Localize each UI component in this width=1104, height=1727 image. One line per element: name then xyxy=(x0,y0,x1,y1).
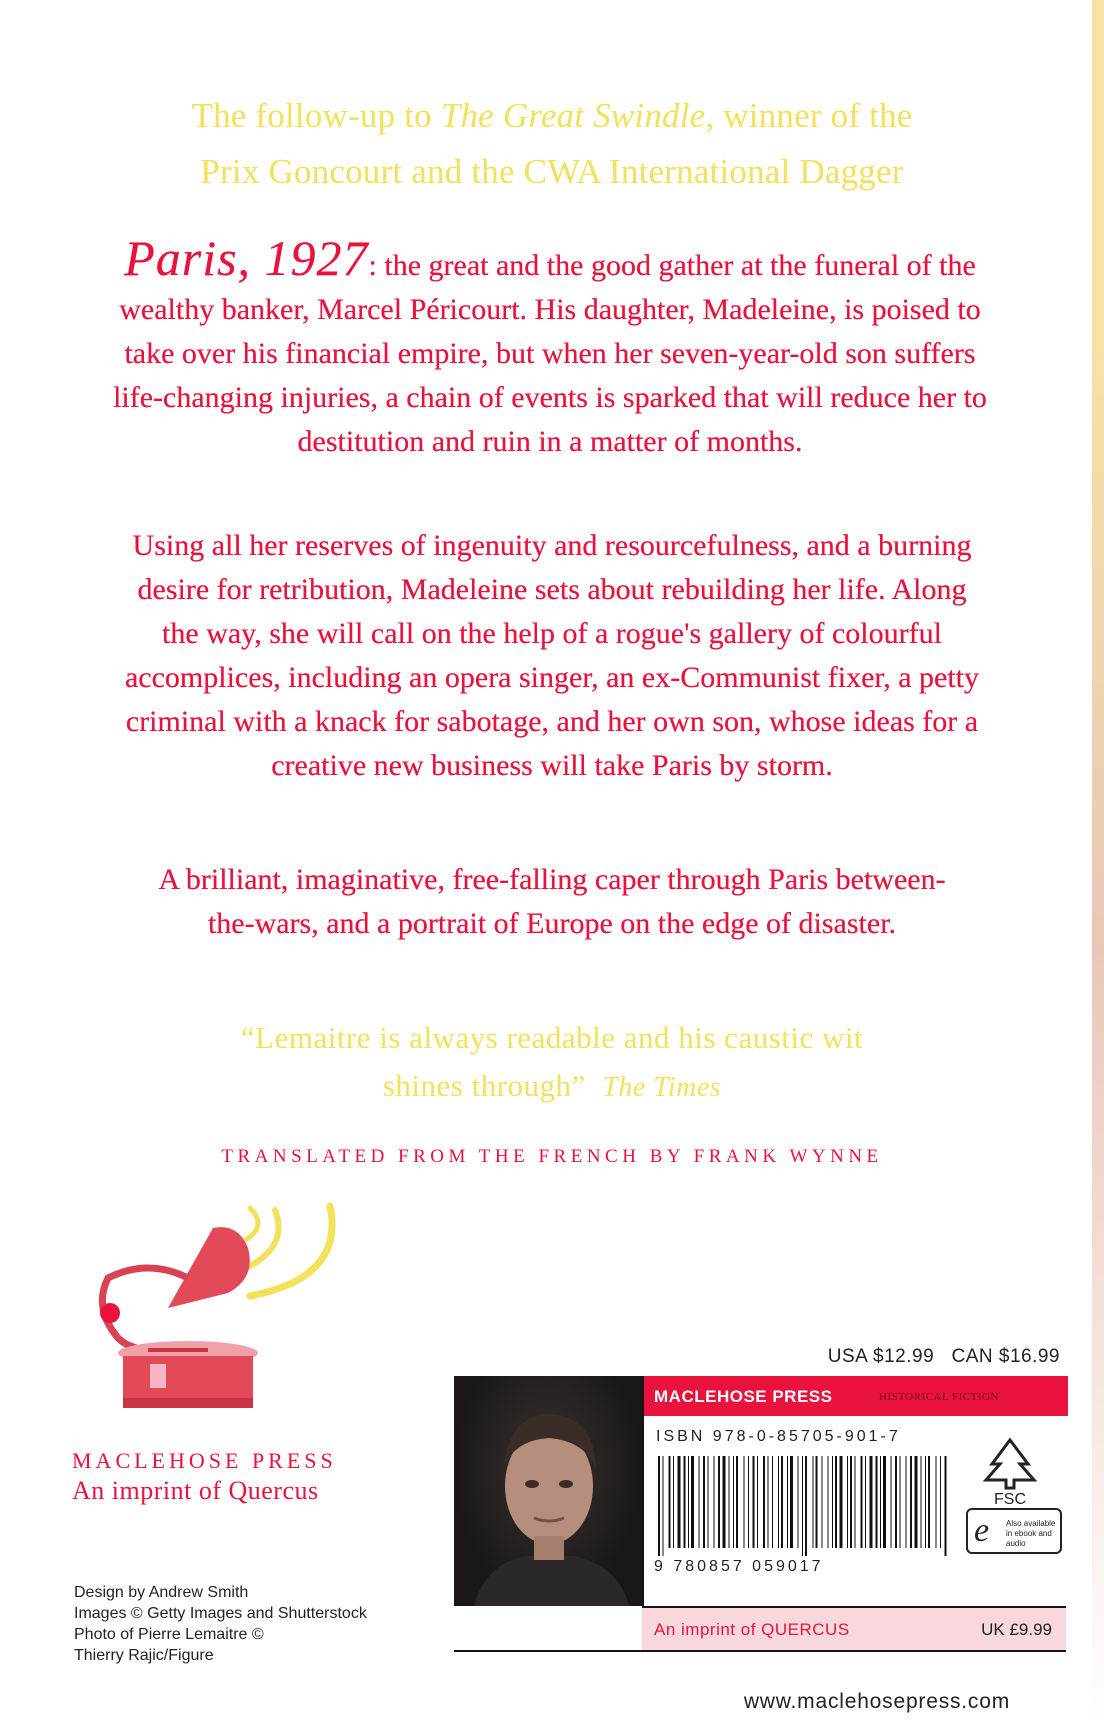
publisher-name: MACLEHOSE PRESS xyxy=(72,1448,337,1473)
barcode-info xyxy=(642,1376,1068,1606)
barcode-bar xyxy=(768,1456,769,1548)
barcode-bar xyxy=(910,1456,912,1548)
barcode-bar xyxy=(850,1456,852,1548)
tagline xyxy=(60,88,1044,200)
barcode-bar xyxy=(684,1456,686,1548)
barcode-bar xyxy=(714,1456,715,1548)
barcode-bar xyxy=(772,1456,773,1548)
panel-bottom-border xyxy=(454,1650,1066,1652)
barcode-bar xyxy=(813,1456,814,1548)
credit-line: Design by Andrew Smith xyxy=(74,1584,249,1601)
credit-line: Photo of Pierre Lemaitre © xyxy=(74,1626,264,1643)
barcode-bar xyxy=(805,1456,807,1556)
uk-price: UK £9.99 xyxy=(981,1620,1052,1639)
barcode-bar xyxy=(900,1456,901,1548)
barcode-bar xyxy=(778,1456,779,1548)
barcode-bar xyxy=(802,1456,803,1556)
barcode-bar xyxy=(822,1456,823,1548)
credit-line: Images © Getty Images and Shutterstock xyxy=(74,1605,367,1622)
imprint-quercus: An imprint of QUERCUS xyxy=(654,1620,850,1639)
review-quote-line-2 xyxy=(60,1062,1044,1112)
barcode-bar xyxy=(669,1456,671,1548)
fsc-label: FSC xyxy=(994,1491,1026,1506)
barcode-bar xyxy=(691,1456,694,1548)
barcode-bar xyxy=(880,1456,881,1548)
barcode-bar xyxy=(940,1456,941,1548)
blurb-paragraph-1-text: : the great and the good gather at the funeral of the wealthy banker, Marcel Péricourt. His daughter, Madeleine, is poised to take over his financial empire, but when her seven-year-old son suffers life-changing injuries, a chain of events is sparked that will reduce her to destitution and ruin in a matter of months. xyxy=(113,249,987,458)
barcode-bar xyxy=(832,1456,833,1548)
barcode-bar xyxy=(708,1456,709,1548)
press-bar xyxy=(644,1376,1068,1416)
review-quote-line-1: “Lemaitre is always readable and his caustic wit xyxy=(240,1020,864,1055)
barcode-bar xyxy=(753,1456,755,1548)
blurb-paragraph-3: A brilliant, imaginative, free-falling caper through Paris between-the-wars, and a portrait of Europe on the edge of disaster. xyxy=(158,863,946,940)
barcode-bar xyxy=(763,1456,765,1548)
barcode-bar xyxy=(876,1456,878,1548)
barcode xyxy=(656,1456,956,1558)
imprint-line: An imprint of Quercus xyxy=(72,1476,319,1505)
barcode-bar xyxy=(945,1456,947,1556)
barcode-bar xyxy=(891,1456,892,1548)
blurb-paragraph-1 xyxy=(110,230,990,464)
barcode-bar xyxy=(870,1456,873,1548)
publisher-url: www.maclehosepress.com xyxy=(743,1690,1010,1713)
barcode-bar xyxy=(729,1456,730,1548)
barcode-bar xyxy=(663,1456,664,1556)
barcode-bar xyxy=(936,1456,937,1548)
author-photo xyxy=(454,1376,642,1606)
barcode-bar xyxy=(787,1456,788,1548)
press-name: MACLEHOSE PRESS xyxy=(654,1387,833,1406)
barcode-bar xyxy=(921,1456,922,1548)
imprint-left xyxy=(72,1448,337,1506)
barcode-bar xyxy=(865,1456,866,1548)
image-credits xyxy=(74,1582,367,1666)
barcode-bar xyxy=(915,1456,918,1548)
imprint-bar xyxy=(642,1606,1066,1652)
barcode-bar xyxy=(861,1456,863,1548)
barcode-bar xyxy=(723,1456,726,1548)
isbn: ISBN 978-0-85705-901-7 xyxy=(656,1428,901,1445)
review-quote-source: The Times xyxy=(602,1072,722,1103)
barcode-bar xyxy=(678,1456,681,1548)
barcode-bar xyxy=(895,1456,897,1548)
barcode-bar xyxy=(790,1456,793,1548)
barcode-bar xyxy=(925,1456,926,1548)
review-quote-text: shines through” xyxy=(382,1068,586,1103)
tagline-text: The follow-up to xyxy=(191,96,441,135)
barcode-bar xyxy=(840,1456,843,1548)
tagline-text-end: , winner of the xyxy=(705,96,913,135)
tagline-book-title: The Great Swindle xyxy=(440,96,706,135)
barcode-bar xyxy=(748,1456,749,1548)
cover-edge-strip xyxy=(1092,0,1104,1727)
barcode-bar xyxy=(673,1456,674,1548)
barcode-bar xyxy=(835,1456,837,1548)
barcode-bar xyxy=(688,1456,689,1548)
barcode-bar xyxy=(699,1456,700,1548)
genre-label: HISTORICAL FICTION xyxy=(879,1391,999,1403)
ebook-audio-badge xyxy=(966,1508,1062,1554)
tagline-line-1 xyxy=(60,88,1044,144)
barcode-bar xyxy=(928,1456,930,1548)
author-portrait-icon xyxy=(454,1376,642,1606)
review-quote xyxy=(60,1014,1044,1112)
barcode-bar xyxy=(855,1456,856,1548)
ebook-text: Also available in ebook and audio xyxy=(1006,1519,1056,1548)
barcode-bar xyxy=(847,1456,848,1548)
barcode-bar xyxy=(744,1456,745,1548)
barcode-bar xyxy=(883,1456,886,1548)
barcode-bar xyxy=(703,1456,705,1548)
blurb-lead-place-date: Paris, 1927 xyxy=(124,230,369,286)
barcode-bar xyxy=(757,1456,758,1548)
barcode-panel xyxy=(454,1376,1066,1606)
barcode-bar xyxy=(736,1456,738,1548)
barcode-bar xyxy=(828,1456,829,1548)
barcode-bar xyxy=(658,1456,660,1556)
credit-line: Thierry Rajic/Figure xyxy=(74,1647,214,1664)
gramophone-icon xyxy=(88,1218,278,1418)
barcode-bar xyxy=(781,1456,783,1548)
ebook-icon-letter: e xyxy=(974,1512,990,1549)
price-line: USA $12.99 CAN $16.99 xyxy=(827,1346,1060,1367)
barcode-bar xyxy=(718,1456,720,1548)
translator-credit: TRANSLATED FROM THE FRENCH BY FRANK WYNNE xyxy=(221,1146,883,1167)
barcode-bar xyxy=(906,1456,907,1548)
blurb-paragraph-2: Using all her reserves of ingenuity and resourcefulness, and a burning desire for retribution, Madeleine sets about rebuilding her life. Along the way, she will call on the help of a rogue's gallery of colourful accomplices, including an opera singer, an ex-Communist fixer, a petty criminal with a knack for sabotage, and her own son, whose ideas for a creative new business will take Paris by storm. xyxy=(124,529,979,782)
barcode-bar xyxy=(798,1456,799,1548)
barcode-bar xyxy=(816,1456,818,1548)
fsc-logo xyxy=(970,1436,1050,1506)
barcode-bar xyxy=(733,1456,734,1548)
tagline-line-2: Prix Goncourt and the CWA International Dagger xyxy=(200,152,904,191)
barcode-digits: 9 780857 059017 xyxy=(654,1558,824,1575)
